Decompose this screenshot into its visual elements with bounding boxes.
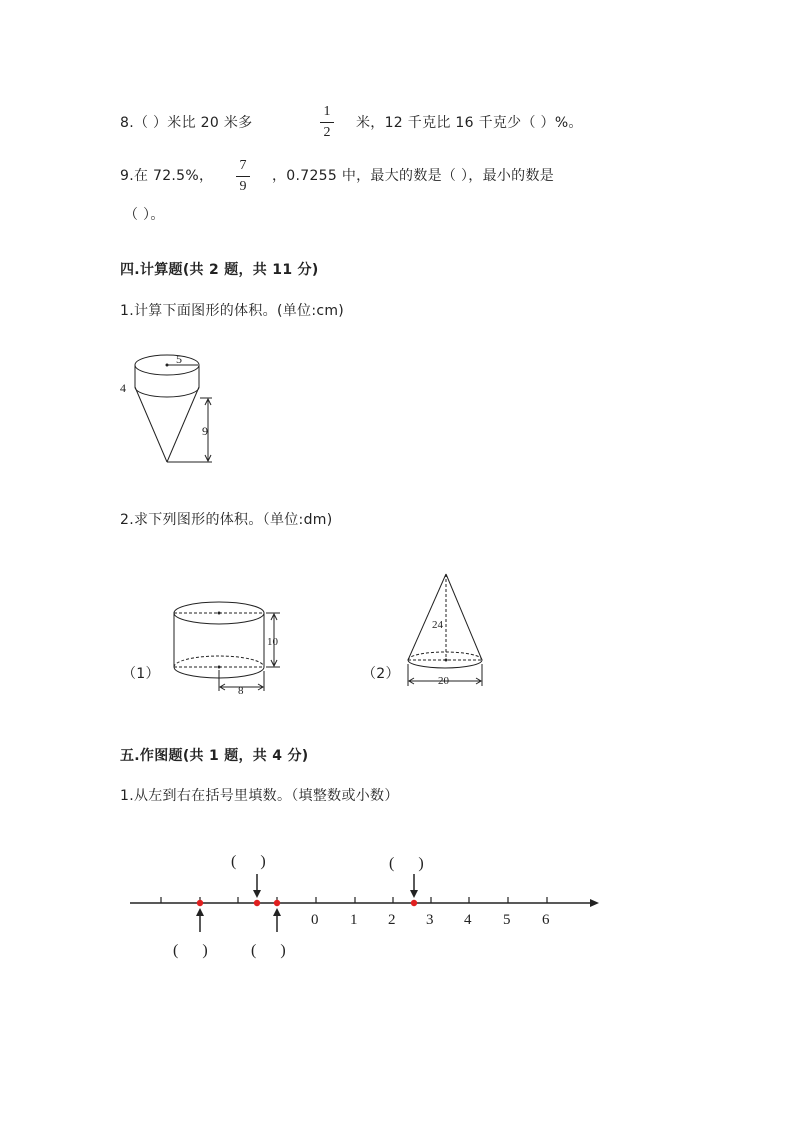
tick-label-2: 2 xyxy=(388,912,396,928)
blank-above-left[interactable]: ( ) xyxy=(231,853,266,870)
fig2-label: （1） xyxy=(122,666,160,682)
tick-label-5: 5 xyxy=(503,912,511,928)
fig2-radius-label: 8 xyxy=(238,685,244,697)
point-b xyxy=(254,900,260,906)
tick-label-3: 3 xyxy=(426,912,434,928)
q8-frac-den: 2 xyxy=(323,125,331,140)
q8-part1: 8.（ ）米比 20 米多 xyxy=(120,115,253,131)
tick-label-0: 0 xyxy=(311,912,319,928)
number-line-figure xyxy=(120,840,610,970)
q8-fraction xyxy=(320,104,334,141)
section4-q1-text: 1.计算下面图形的体积。(单位:cm) xyxy=(120,303,345,319)
blank-above-right[interactable]: ( ) xyxy=(389,855,424,872)
fig3-height-label: 24 xyxy=(432,619,443,631)
fig1-cyl-height-label: 4 xyxy=(120,381,126,395)
section5-q1-text: 1.从左到右在括号里填数。（填整数或小数） xyxy=(120,788,399,804)
q8-frac-num: 1 xyxy=(323,104,331,119)
fig1-radius-label: 5 xyxy=(176,352,182,366)
section4-q2-text: 2.求下列图形的体积。（单位:dm) xyxy=(120,512,333,528)
blank-below-right[interactable]: ( ) xyxy=(251,942,286,959)
cylinder-figure xyxy=(170,595,285,705)
cylinder-cone-figure xyxy=(112,345,232,470)
point-c xyxy=(274,900,280,906)
q9-part1: 9.在 72.5%， xyxy=(120,168,214,184)
blank-below-left[interactable]: ( ) xyxy=(173,942,208,959)
fig3-diameter-label: 20 xyxy=(438,675,449,687)
fig1-cone-height-label: 9 xyxy=(202,424,208,438)
q9-frac-num: 7 xyxy=(239,158,247,173)
fig2-height-label: 10 xyxy=(267,636,278,648)
tick-label-6: 6 xyxy=(542,912,550,928)
tick-label-1: 1 xyxy=(350,912,358,928)
point-d xyxy=(411,900,417,906)
q9-frac-den: 9 xyxy=(239,179,247,194)
q9-fraction xyxy=(236,158,250,195)
q8-part2: 米，12 千克比 16 千克少（ ）%。 xyxy=(356,115,583,131)
point-a xyxy=(197,900,203,906)
fig3-label: （2） xyxy=(362,666,400,682)
cone-figure xyxy=(402,570,492,690)
tick-label-4: 4 xyxy=(464,912,472,928)
section5-title: 五.作图题(共 1 题，共 4 分) xyxy=(120,748,309,764)
section4-title: 四.计算题(共 2 题，共 11 分) xyxy=(120,262,319,278)
q9-part2: ，0.7255 中，最大的数是（ ），最小的数是 xyxy=(272,168,555,184)
q9-line2: （ ）。 xyxy=(124,207,165,223)
